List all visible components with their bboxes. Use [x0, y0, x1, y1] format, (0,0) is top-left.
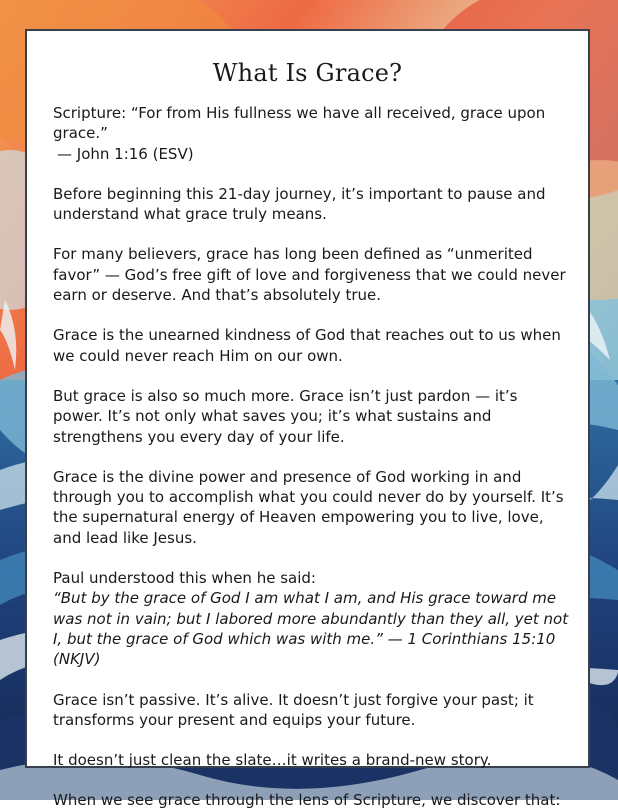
paragraph-lens-of-scripture: When we see grace through the lens of Scripture, we discover that:: [53, 791, 561, 810]
paragraph-paul: [53, 568, 572, 669]
paragraph-unmerited-favor: For many believers, grace has long been defined as “unmerited favor” — God’s free gift of love and forgiveness that we could never earn or deserve. And that’s absolutely true.: [53, 245, 566, 305]
paragraph-unearned-kindness: Grace is the unearned kindness of God that reaches out to us when we could never reach Him on our own.: [53, 326, 561, 365]
scripture-reference: — John 1:16 (ESV): [57, 144, 194, 163]
paragraph-divine-power: Grace is the divine power and presence of God working in and through you to accomplish what you could never do by yourself. It’s the supernatural energy of Heaven empowering you to live, love, and lead like Jesus.: [53, 467, 564, 547]
paul-intro: Paul understood this when he said:: [53, 569, 316, 588]
paragraph-new-story: It doesn’t just clean the slate…it writes a brand-new story.: [53, 751, 492, 770]
article-body: [53, 103, 572, 811]
paragraph-grace-alive: Grace isn’t passive. It’s alive. It doesn’t just forgive your past; it transforms your present and equips your future.: [53, 690, 534, 729]
content-card: [25, 29, 590, 810]
paul-quote: “But by the grace of God I am what I am, and His grace toward me was not in vain; but I labored more abundantly than they all, yet not I, but the grace of God which was with me.” — 1 Corinthians 15:10 (NKJV): [53, 589, 569, 669]
page-title: What Is Grace?: [212, 59, 403, 87]
scripture-text: Scripture: “For from His fullness we have all received, grace upon grace.”: [53, 104, 546, 143]
scripture-paragraph: [53, 103, 572, 164]
paragraph-grace-is-power: But grace is also so much more. Grace isn’t just pardon — it’s power. It’s not only what saves you; it’s what sustains and strengthens you every day of your life.: [53, 386, 518, 446]
paragraph-journey: Before beginning this 21-day journey, it’s important to pause and understand what grace truly means.: [53, 184, 546, 224]
